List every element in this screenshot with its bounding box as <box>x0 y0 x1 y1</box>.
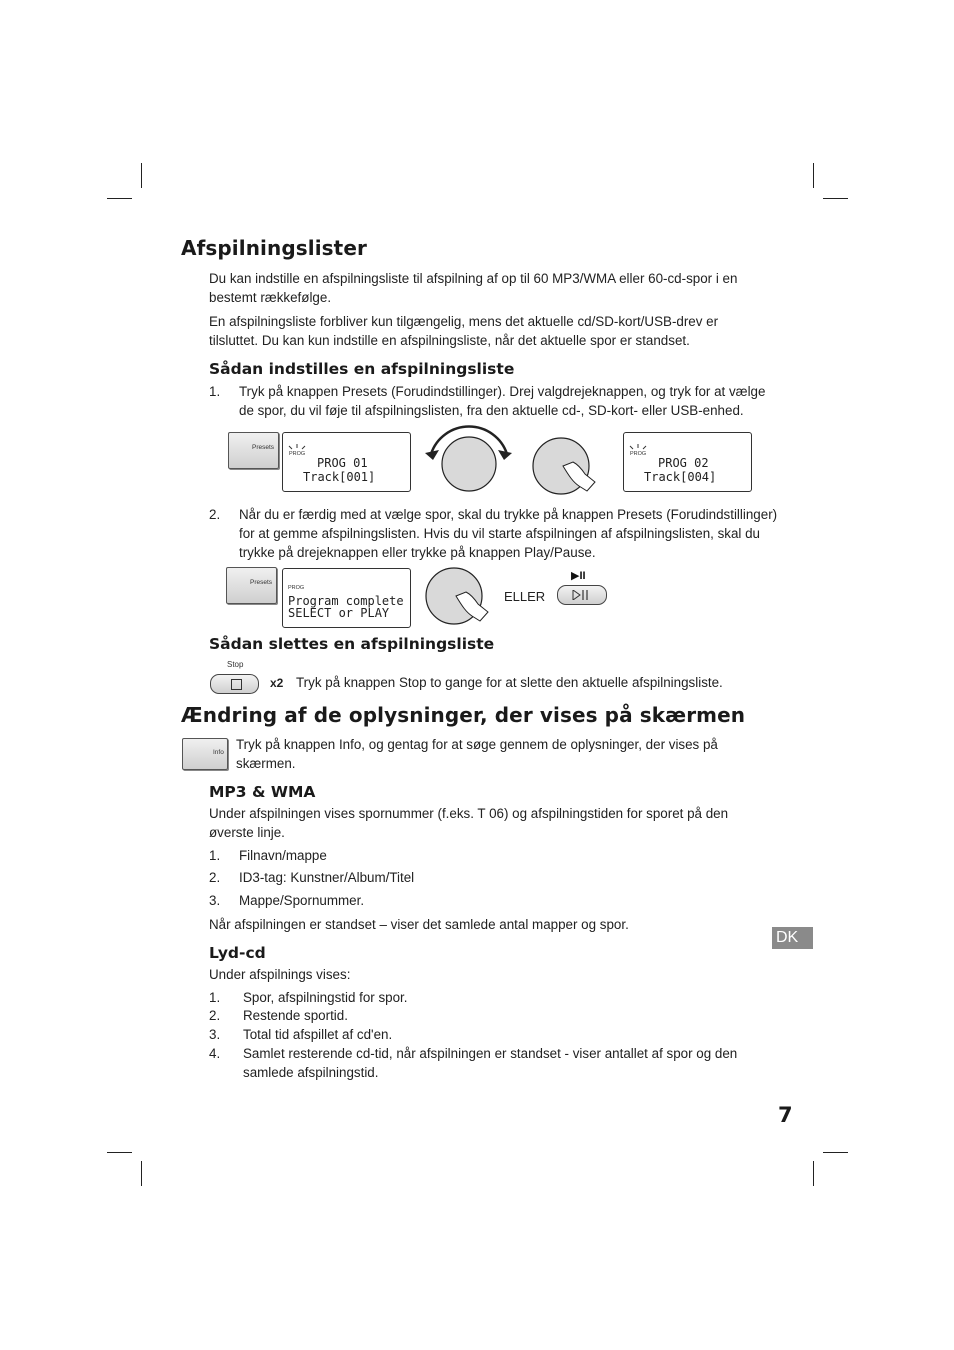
item-label: Total tid afspillet af cd'en. <box>243 1027 393 1042</box>
crop-mark <box>823 1152 848 1153</box>
step-text: Tryk på knappen Presets (Forudindstillinger). Drej valgdrejeknappen, og tryk for at vælge de spor, du vil føje til afspilningslisten, fra den aktuelle cd-, SD-kort- eller USB-enhed. <box>239 384 766 418</box>
list-item <box>209 988 408 1007</box>
paragraph: En afspilningsliste forbliver kun tilgængelig, mens det aktuelle cd/SD-kort/USB-drev er tilsluttet. Du kan kun indstille en afspilningsliste, når det aktuelle spor er standset. <box>209 314 719 348</box>
language-tab: DK <box>772 927 813 949</box>
subsection-title-delete: Sådan slettes en afspilningsliste <box>209 635 495 653</box>
presets-label: Presets <box>252 444 275 451</box>
subsection-title-setup: Sådan indstilles en afspilningsliste <box>209 360 515 378</box>
info-label: Info <box>213 749 224 756</box>
crop-mark <box>141 163 142 188</box>
crop-mark <box>141 1161 142 1186</box>
press-knob-icon <box>424 566 499 628</box>
press-count: x2 <box>270 676 284 690</box>
subsection-title-mp3: MP3 & WMA <box>209 783 316 801</box>
lcd-line-1: Program complete <box>288 594 404 608</box>
item-label: Restende sportid. <box>243 1008 348 1023</box>
section-title-playlists: Afspilningslister <box>181 236 367 260</box>
item-label: Samlet resterende cd-tid, når afspilningen er standset - viser antallet af spor og den samlede afspilningstid. <box>243 1046 738 1080</box>
lcd-line-1: PROG 01 <box>317 456 368 470</box>
info-button[interactable] <box>182 738 228 770</box>
stop-label: Stop <box>227 660 244 669</box>
item-number: 1. <box>209 848 221 863</box>
item-label: ID3-tag: Kunstner/Album/Titel <box>239 870 415 885</box>
list-item <box>209 846 327 865</box>
item-number: 4. <box>209 1046 221 1061</box>
list-item <box>209 382 779 420</box>
play-pause-symbol: ▶II <box>571 570 586 582</box>
lcd-line-2: Track[004] <box>644 470 717 484</box>
crop-mark <box>107 198 132 199</box>
item-number: 3. <box>209 893 221 908</box>
lcd-line-1: PROG 02 <box>658 456 709 470</box>
prog-tag: PROG <box>630 451 647 457</box>
crop-mark <box>823 198 848 199</box>
step-text: Når du er færdig med at vælge spor, skal du trykke på knappen Presets (Forudindstillinger) for at gemme afspilningslisten. Hvis du vil starte afspilningen af afspilningslisten, skal du trykke på drejeknappen eller trykke på knappen Play/Pause. <box>239 507 778 560</box>
list-item <box>209 1044 779 1082</box>
paragraph: Du kan indstille en afspilningsliste til afspilning af op til 60 MP3/WMA eller 60-cd-spor i en bestemt rækkefølge. <box>209 271 738 305</box>
paragraph: Under afspilningen vises spornummer (f.eks. T 06) og afspilningstiden for sporet på den øverste linje. <box>209 806 729 840</box>
delete-text: Tryk på knappen Stop to gange for at slette den aktuelle afspilningsliste. <box>296 675 723 690</box>
or-label: ELLER <box>504 589 546 604</box>
item-label: Spor, afspilningstid for spor. <box>243 990 408 1005</box>
item-label: Mappe/Spornummer. <box>239 893 365 908</box>
play-pause-icon <box>572 590 592 600</box>
paragraph: Når afspilningen er standset – viser det samlede antal mapper og spor. <box>209 917 629 932</box>
presets-button[interactable] <box>228 432 279 469</box>
stop-icon <box>231 679 242 690</box>
presets-button[interactable] <box>226 567 277 604</box>
section-title-display-info: Ændring af de oplysninger, der vises på skærmen <box>181 703 746 727</box>
crop-mark <box>107 1152 132 1153</box>
page-number: 7 <box>778 1103 793 1127</box>
crop-mark <box>813 1161 814 1186</box>
step-number: 1. <box>209 384 221 399</box>
item-number: 2. <box>209 1008 221 1023</box>
crop-mark <box>813 163 814 188</box>
prog-tag: PROG <box>289 451 306 457</box>
stop-button[interactable] <box>210 674 259 694</box>
list-item <box>209 1006 348 1025</box>
list-item <box>209 868 414 887</box>
lcd-line-2: SELECT or PLAY <box>288 606 390 620</box>
step-number: 2. <box>209 507 221 522</box>
prog-tag: PROG <box>288 585 305 591</box>
item-label: Filnavn/mappe <box>239 848 327 863</box>
paragraph: Under afspilnings vises: <box>209 967 351 982</box>
list-item <box>209 891 364 910</box>
item-number: 2. <box>209 870 221 885</box>
press-knob-icon <box>529 434 604 496</box>
lcd-display <box>282 432 411 492</box>
list-item <box>209 1025 392 1044</box>
subsection-title-cd: Lyd-cd <box>209 944 266 962</box>
lcd-display <box>282 568 411 628</box>
play-pause-button[interactable] <box>557 585 607 605</box>
item-number: 1. <box>209 990 221 1005</box>
lcd-display <box>623 432 752 492</box>
lcd-line-2: Track[001] <box>303 470 376 484</box>
list-item <box>209 505 779 562</box>
item-number: 3. <box>209 1027 221 1042</box>
paragraph: Tryk på knappen Info, og gentag for at søge gennem de oplysninger, der vises på skærmen. <box>236 737 718 771</box>
presets-label: Presets <box>250 579 273 586</box>
rotate-knob-icon <box>421 420 516 496</box>
